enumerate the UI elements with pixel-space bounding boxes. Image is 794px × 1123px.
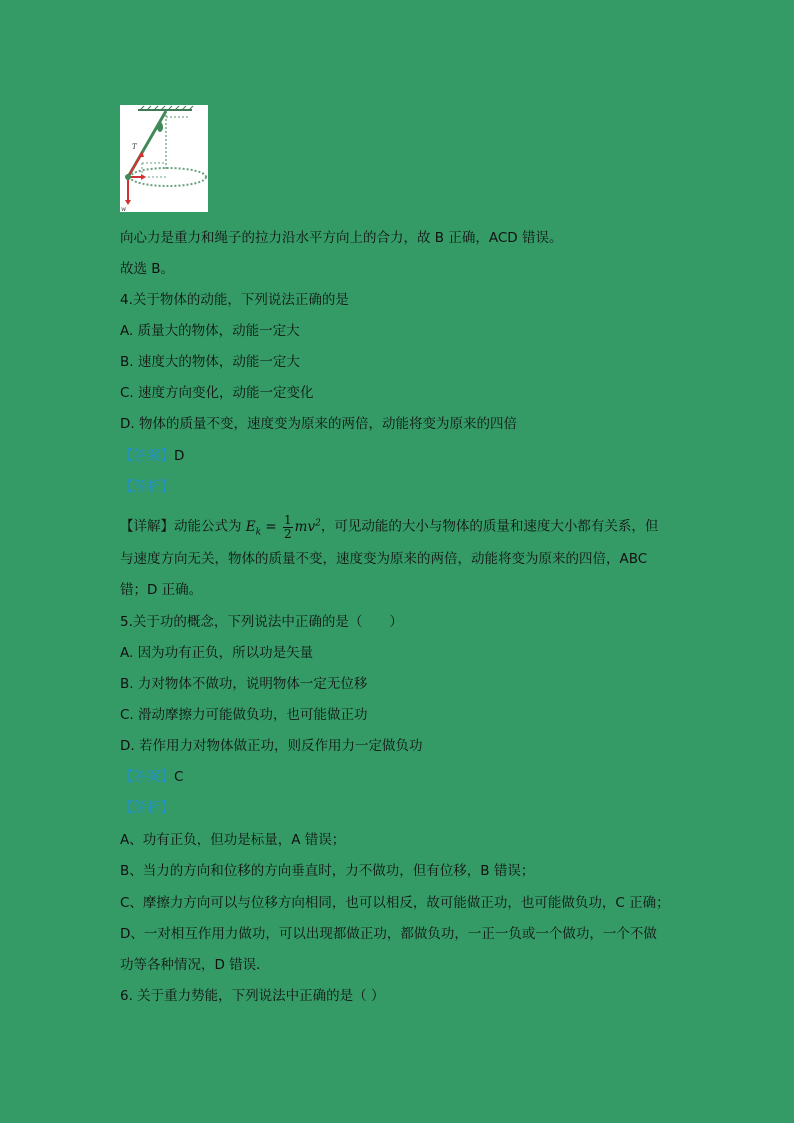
q5-analysis (120, 798, 700, 818)
text-line: 故选 B。 (120, 261, 175, 277)
question-4: 4.关于物体的动能，下列说法正确的是 (120, 292, 349, 308)
q4-analysis (120, 477, 700, 497)
q5-analysis-c: C、摩擦力方向可以与位移方向相同，也可以相反，故可能做正功，也可能做负功，C 正确； (120, 895, 670, 911)
analysis-tag: 【解析】 (120, 479, 174, 495)
q5-analysis-b: B、当力的方向和位移的方向垂直时，力不做功，但有位移，B 错误； (120, 863, 535, 879)
analysis-tag: 【解析】 (120, 800, 174, 816)
question-6: 6. 关于重力势能，下列说法中正确的是（ ） (120, 988, 385, 1004)
text-line: 向心力是重力和绳子的拉力沿水平方向上的合力，故 B 正确，ACD 错误。 (120, 230, 563, 246)
detail-pre: 动能公式为 (174, 518, 242, 535)
option-c: C. 速度方向变化，动能一定变化 (120, 385, 314, 401)
q5-answer (120, 767, 700, 787)
q5-option-d: D. 若作用力对物体做正功，则反作用力一定做负功 (120, 738, 423, 754)
resultant-arrowhead (141, 174, 146, 180)
q4-answer (120, 446, 700, 466)
q5-analysis-a: A、功有正负，但功是标量，A 错误； (120, 832, 346, 848)
q5-option-a: A. 因为功有正负，所以功是矢量 (120, 645, 314, 661)
q5-analysis-d-cont: 功等各种情况，D 错误． (120, 957, 270, 973)
label-t: T (132, 143, 137, 151)
q5-option-b: B. 力对物体不做功，说明物体一定无位移 (120, 676, 368, 692)
answer-value: C (174, 769, 184, 785)
q4-detail-line3: 错；D 正确。 (120, 582, 203, 598)
detail-tag: 【详解】 (120, 518, 174, 535)
option-a: A. 质量大的物体，动能一定大 (120, 323, 300, 339)
q5-option-c: C. 滑动摩擦力可能做负功，也可能做正功 (120, 707, 368, 723)
conical-pendulum-figure (120, 105, 208, 212)
q4-detail-line2: 与速度方向无关，物体的质量不变，速度变为原来的两倍，动能将变为原来的四倍，ABC (120, 551, 648, 567)
conical-pendulum-diagram (120, 105, 208, 212)
gravity-arrowhead (125, 200, 131, 205)
answer-tag: 【答案】 (120, 448, 174, 464)
answer-value: D (174, 448, 185, 464)
kinetic-energy-formula: $E_k$ = $\frac{1}{2}$ $mv^2$ (245, 512, 321, 541)
question-5: 5.关于功的概念，下列说法中正确的是（ ） (120, 614, 403, 630)
marker-ellipse (157, 122, 163, 132)
bob (125, 174, 131, 180)
detail-post: ，可见动能的大小与物体的质量和速度大小都有关系，但 (320, 518, 659, 535)
q5-analysis-d: D、一对相互作用力做功，可以出现都做正功，都做负功，一正一负或一个做功，一个不做 (120, 926, 657, 942)
option-b: B. 速度大的物体，动能一定大 (120, 354, 300, 370)
answer-tag: 【答案】 (120, 769, 174, 785)
q4-detail (120, 510, 700, 545)
label-w: w (121, 206, 127, 212)
option-d: D. 物体的质量不变，速度变为原来的两倍，动能将变为原来的四倍 (120, 416, 517, 432)
